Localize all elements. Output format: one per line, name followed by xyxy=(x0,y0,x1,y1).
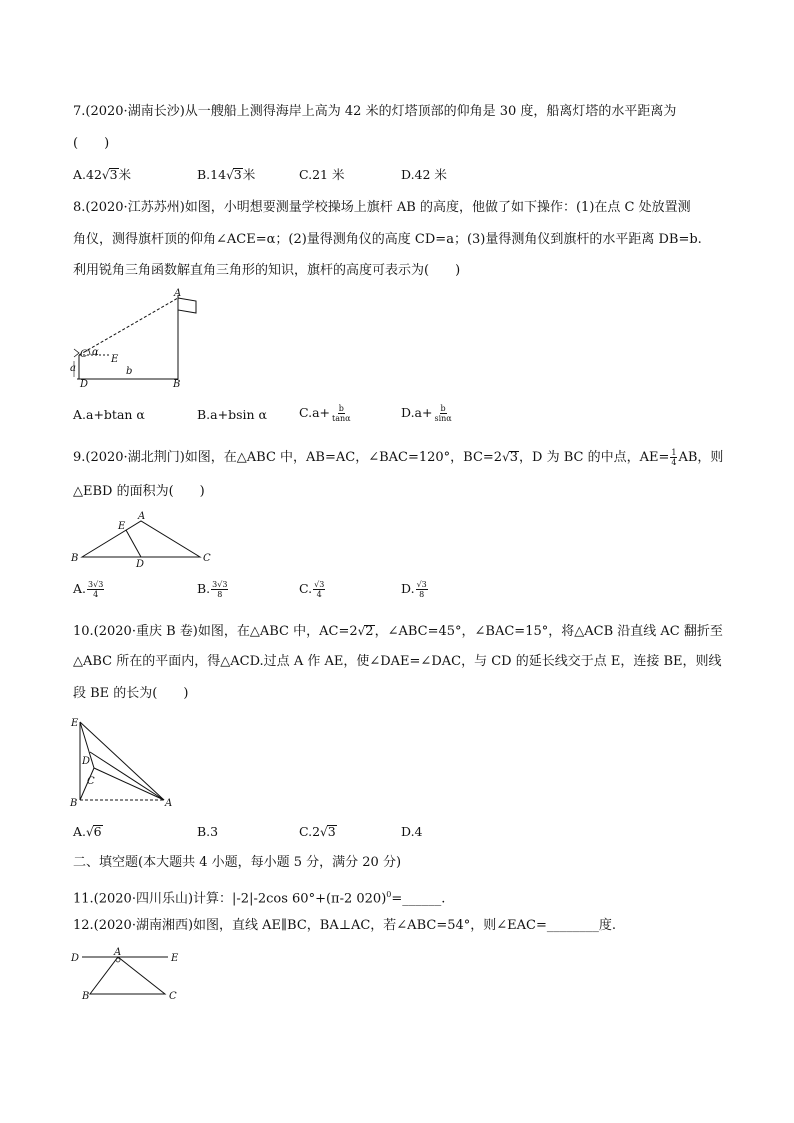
section2-heading: 二、填空题(本大题共 4 小题，每小题 5 分，满分 20 分) xyxy=(73,855,402,870)
q7-option-b[interactable]: B.14√3米 xyxy=(197,167,256,182)
label-alpha: α xyxy=(92,347,99,358)
q8-stem-line1: 8.(2020·江苏苏州)如图，小明想要测量学校操场上旗杆 AB 的高度，他做了如下操作：(1)在点 C 处放置测 xyxy=(73,200,691,215)
triangle-abc xyxy=(90,957,165,994)
q9-stem-line1: 9.(2020·湖北荆门)如图，在△ABC 中，AB=AC，∠BAC=120°，BC=2√3，D 为 BC 的中点，AE= $\frac{1}{4}$ AB，则 xyxy=(73,448,724,467)
label-D: D xyxy=(80,379,89,389)
q10-stem-line3: 段 BE 的长为( ) xyxy=(73,686,189,701)
label-B: B xyxy=(173,379,181,389)
label-B: B xyxy=(82,991,90,1002)
q10-option-a[interactable]: A.√6 xyxy=(73,824,102,839)
q7-option-c[interactable]: C.21 米 xyxy=(299,167,345,182)
q9-option-a[interactable]: A. $\frac{3√3}{4}$ xyxy=(73,580,104,599)
segment-ea xyxy=(80,722,164,800)
q10-stem-line1: 10.(2020·重庆 B 卷)如图，在△ABC 中，AC=2√2，∠ABC=45°，∠BAC=15°，将△ACB 沿直线 AC 翻折至 xyxy=(73,624,723,639)
q9-stem-line2: △EBD 的面积为( ) xyxy=(73,484,205,499)
label-C: C xyxy=(203,553,211,564)
q8-option-b[interactable]: B.a+bsin α xyxy=(197,407,267,422)
label-C: C xyxy=(169,991,177,1002)
q9-option-b[interactable]: B. $\frac{3√3}{8}$ xyxy=(197,580,228,599)
q12-stem: 12.(2020·湖南湘西)如图，直线 AE∥BC，BA⊥AC，若∠ABC=54°，则∠EAC=________度. xyxy=(73,918,616,933)
segment-ca xyxy=(94,768,164,800)
q9-option-c[interactable]: C. $\frac{√3}{4}$ xyxy=(299,580,325,599)
label-a: a xyxy=(70,363,76,374)
label-A: A xyxy=(138,511,146,522)
label-D: D xyxy=(82,756,91,767)
q8-option-d[interactable]: D.a+ $\frac{b}{\sin\alpha}$ xyxy=(401,404,452,423)
label-B: B xyxy=(71,553,79,564)
segment-da xyxy=(90,752,164,800)
q10-option-d[interactable]: D.4 xyxy=(401,824,423,839)
q7-option-a[interactable]: A.42√3米 xyxy=(73,167,132,182)
q8-option-c[interactable]: C.a+ $\frac{b}{\tan\alpha}$ xyxy=(299,404,351,423)
q7-option-d[interactable]: D.42 米 xyxy=(401,167,447,182)
q9-option-d[interactable]: D. $\frac{√3}{8}$ xyxy=(401,580,427,599)
q10-option-c[interactable]: C.2√3 xyxy=(299,824,336,839)
label-A: A xyxy=(174,288,182,299)
label-E: E xyxy=(118,521,126,532)
q10-fold-figure xyxy=(68,712,180,812)
q9-triangle-figure xyxy=(68,508,218,568)
label-D: D xyxy=(136,559,145,568)
q8-stem-line2: 角仪，测得旗杆顶的仰角∠ACE=α；(2)量得测角仪的高度 CD=a；(3)量得测角仪到旗杆的水平距离 DB=b. xyxy=(73,232,702,247)
label-C: C xyxy=(80,349,88,360)
triangle-abc xyxy=(82,521,200,557)
label-A: A xyxy=(165,798,173,809)
q10-stem-line2: △ABC 所在的平面内，得△ACD.过点 A 作 AE，使∠DAE=∠DAC，与 CD 的延长线交于点 E，连接 BE，则线 xyxy=(73,654,722,669)
q10-option-b[interactable]: B.3 xyxy=(197,824,219,839)
label-A: A xyxy=(114,947,122,958)
label-E: E xyxy=(171,953,179,964)
segment-ed xyxy=(126,530,141,557)
label-D: D xyxy=(71,953,80,964)
q8-option-a[interactable]: A.a+btan α xyxy=(73,407,145,422)
q7-stem-line2: ( ) xyxy=(73,136,110,151)
instrument-head xyxy=(74,349,79,357)
label-b: b xyxy=(126,366,133,377)
label-E: E xyxy=(71,718,79,729)
right-angle-mark xyxy=(116,958,120,962)
label-E: E xyxy=(111,354,119,365)
q8-stem-line3: 利用锐角三角函数解直角三角形的知识，旗杆的高度可表示为( ) xyxy=(73,263,461,278)
q7-stem-line1: 7.(2020·湖南长沙)从一艘船上测得海岸上高为 42 米的灯塔顶部的仰角是 30 度，船离灯塔的水平距离为 xyxy=(73,104,677,119)
label-B: B xyxy=(70,798,78,809)
q11-stem: 11.(2020·四川乐山)计算：|-2|-2cos 60°+(π-2 020)$^0$=______. xyxy=(73,890,446,907)
q12-parallel-figure xyxy=(68,944,188,1002)
q8-flagpole-figure xyxy=(68,287,208,389)
angle-arc xyxy=(88,349,90,355)
label-C: C xyxy=(87,776,95,787)
flag-shape xyxy=(178,298,196,313)
